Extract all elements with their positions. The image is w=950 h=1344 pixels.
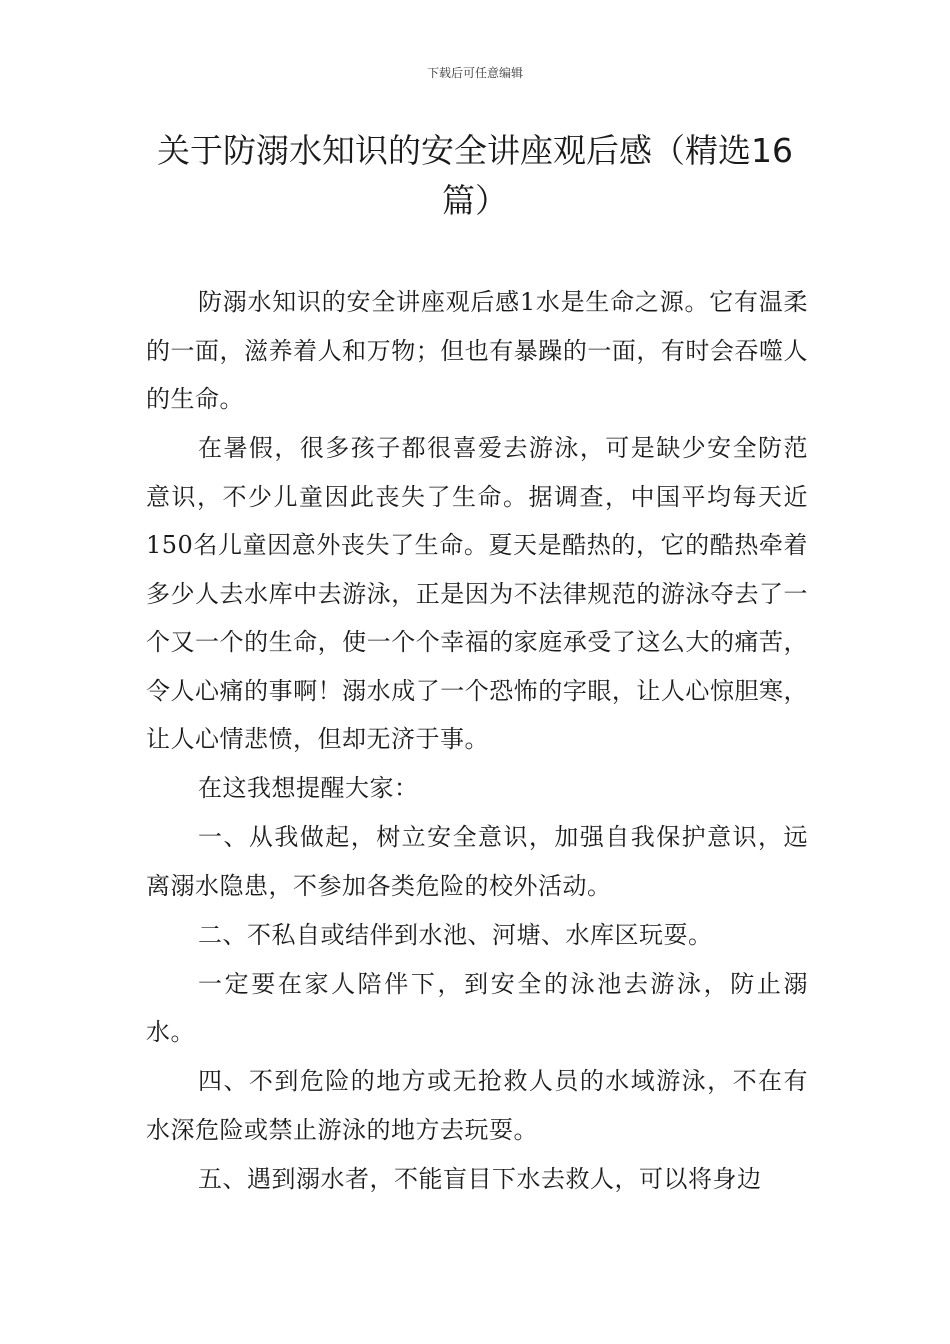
- document-title: 关于防溺水知识的安全讲座观后感（精选16篇）: [157, 131, 793, 220]
- paragraph-3: 在这我想提醒大家：: [198, 774, 419, 802]
- paragraph-2: 在暑假，很多孩子都很喜爱去游泳，可是缺少安全防范意识，不少儿童因此丧失了生命。据调查，中国平均每天近150名儿童因意外丧失了生命。夏天是酷热的，它的酷热牵着多少人去水库中去游泳，正是因为不法律规范的游泳夺去了一个又一个的生命，使一个个幸福的家庭承受了这么大的痛苦，令人心痛的事啊！溺水成了一个恐怖的字眼，让人心惊胆寒，让人心情悲愤，但却无济于事。: [146, 434, 808, 753]
- paragraph-1: 防溺水知识的安全讲座观后感1水是生命之源。它有温柔的一面，滋养着人和万物；但也有暴躁的一面，有时会吞噬人的生命。: [146, 288, 808, 413]
- header-note: 下载后可任意编辑: [426, 66, 523, 80]
- paragraph-6: 一定要在家人陪伴下，到安全的泳池去游泳，防止溺水。: [146, 969, 808, 1046]
- paragraph-8: 五、遇到溺水者，不能盲目下水去救人，可以将身边: [198, 1164, 762, 1193]
- document-body: [146, 278, 808, 1204]
- paragraph-4: 一、从我做起，树立安全意识，加强自我保护意识，远离溺水隐患，不参加各类危险的校外活动。: [146, 823, 808, 900]
- paragraph-5: 二、不私自或结伴到水池、河塘、水库区玩耍。: [198, 920, 713, 949]
- paragraph-7: 四、不到危险的地方或无抢救人员的水域游泳，不在有水深危险或禁止游泳的地方去玩耍。: [146, 1067, 808, 1144]
